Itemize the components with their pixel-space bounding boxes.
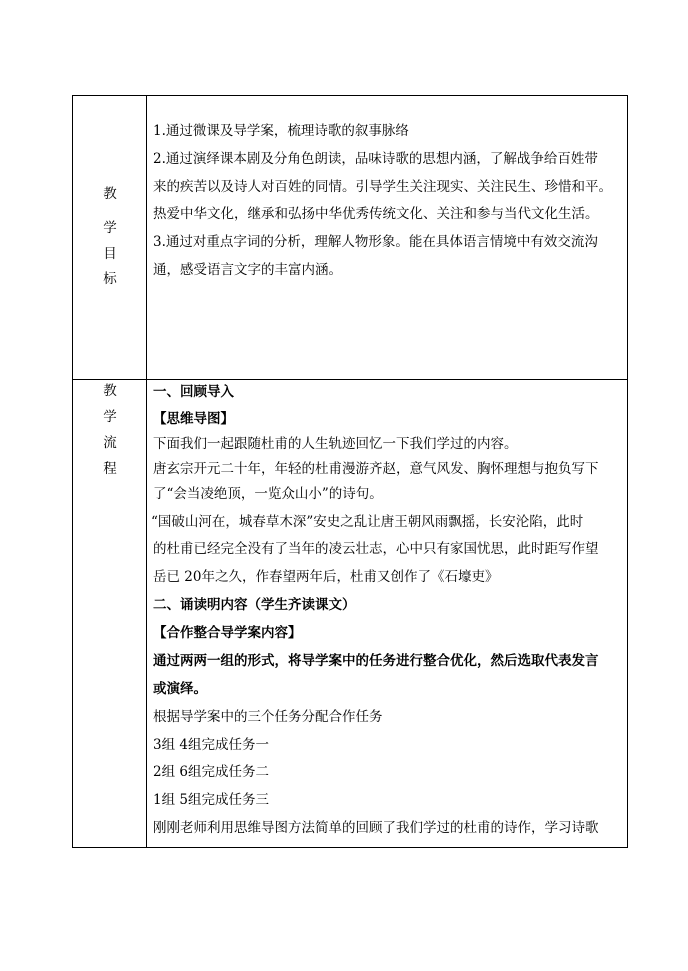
teaching-process-content [147, 380, 627, 848]
goal-line: 通，感受语言文字的丰富内涵。 [153, 262, 342, 278]
process-label-char: 教 [103, 383, 117, 399]
goal-line: 3.通过对重点字词的分析，理解人物形象。能在具体语言情境中有效交流沟 [153, 234, 598, 250]
subheading-cooperation: 【合作整合导学案内容】 [153, 625, 302, 641]
process-line: 3组 4组完成任务一 [153, 737, 269, 753]
process-line: “国破山河在，城春草木深”安史之乱让唐王朝风雨飘摇，长安沦陷，此时 [151, 514, 584, 530]
teaching-goals-label-cell [73, 96, 147, 379]
goals-label-char: 标 [103, 271, 117, 287]
process-line: 刚刚老师利用思维导图方法简单的回顾了我们学过的杜甫的诗作，学习诗歌 [153, 820, 599, 836]
teaching-goals-row [73, 96, 627, 380]
teaching-goals-content [147, 96, 627, 379]
teaching-process-label-cell [73, 380, 147, 848]
lesson-plan-table [72, 95, 628, 848]
process-line: 下面我们一起跟随杜甫的人生轨迹回忆一下我们学过的内容。 [153, 436, 518, 452]
section-heading-review: 一、回顾导入 [153, 384, 234, 400]
subheading-mindmap: 【思维导图】 [153, 411, 234, 427]
process-label-char: 程 [103, 461, 117, 477]
process-line: 1组 5组完成任务三 [153, 792, 269, 808]
process-line: 唐玄宗开元二十年，年轻的杜甫漫游齐赵，意气风发、胸怀理想与抱负写下 [153, 461, 599, 477]
section-heading-recite: 二、诵读明内容（学生齐读课文） [153, 597, 356, 613]
goals-label-char: 学 [103, 220, 117, 236]
process-line-bold: 通过两两一组的形式，将导学案中的任务进行整合优化，然后选取代表发言 [153, 653, 599, 669]
goals-label-char: 目 [103, 246, 117, 262]
process-line-bold: 或演绎。 [153, 681, 207, 697]
process-line: 了“会当凌绝顶，一览众山小”的诗句。 [153, 486, 383, 502]
process-line: 的杜甫已经完全没有了当年的凌云壮志，心中只有家国忧思，此时距写作望 [153, 541, 599, 557]
goal-line: 来的疾苦以及诗人对百姓的同情。引导学生关注现实、关注民生、珍惜和平。 [153, 179, 612, 195]
goal-line: 1.通过微课及导学案，梳理诗歌的叙事脉络 [153, 123, 409, 139]
goal-line: 热爱中华文化，继承和弘扬中华优秀传统文化、关注和参与当代文化生活。 [153, 206, 599, 222]
teaching-process-row [73, 380, 627, 848]
process-line: 根据导学案中的三个任务分配合作任务 [153, 709, 383, 725]
process-label-char: 流 [103, 435, 117, 451]
process-label-char: 学 [103, 409, 117, 425]
goal-line: 2.通过演绎课本剧及分角色朗读，品味诗歌的思想内涵，了解战争给百姓带 [153, 151, 598, 167]
process-line: 2组 6组完成任务二 [153, 764, 269, 780]
process-line: 岳已 20年之久，作春望两年后，杜甫又创作了《石壕吏》 [153, 569, 499, 585]
goals-label-char: 教 [103, 186, 117, 202]
